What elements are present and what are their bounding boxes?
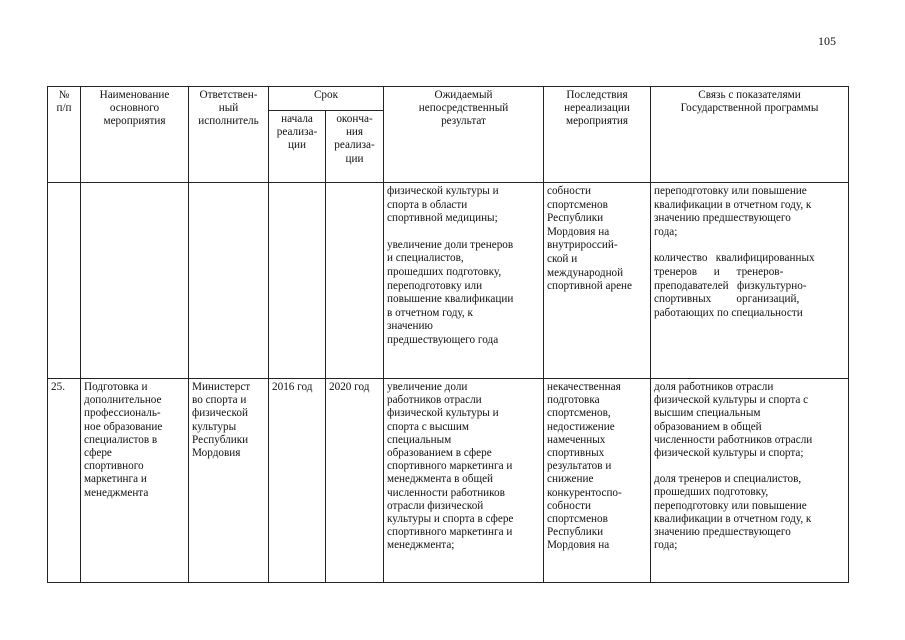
cell-num: 25. [48, 379, 81, 583]
cell-link: переподготовку или повышение квалификации в отчетном году, к значению предшествующего года; количество квалифицированных тренеров и тренеров- преподавателей физкультурно- спортивных организаций, работающих по специальности [651, 183, 849, 379]
cell-end: 2020 год [326, 379, 384, 583]
header-link: Связь с показателями Государственной программы [651, 87, 849, 183]
cell-num [48, 183, 81, 379]
cell-start [269, 183, 326, 379]
cell-responsible: Министерст во спорта и физической культуры Республики Мордовия [189, 379, 269, 583]
header-result: Ожидаемый непосредственный результат [384, 87, 544, 183]
table-row [48, 379, 849, 583]
cell-result: физической культуры и спорта в области спортивной медицины; увеличение доли тренеров и специалистов, прошедших подготовку, переподготовку или повышение квалификации в отчетном году, к значению предшествующего года [384, 183, 544, 379]
cell-end [326, 183, 384, 379]
header-name: Наименование основного мероприятия [81, 87, 189, 183]
cell-responsible [189, 183, 269, 379]
header-consequences: Последствия нереализации мероприятия [544, 87, 651, 183]
cell-name: Подготовка и дополнительное профессиональ- ное образование специалистов в сфере спортивного маркетинга и менеджмента [81, 379, 189, 583]
cell-result: увеличение доли работников отрасли физической культуры и спорта с высшим специальным образованием в сфере спортивного маркетинга и менеджмента в общей численности работников отрасли физической культуры и спорта в сфере спортивного маркетинга и менеджмента; [384, 379, 544, 583]
cell-consequences: некачественная подготовка спортсменов, недостижение намеченных спортивных результатов и снижение конкурентоспо- собности спортсменов Республики Мордовия на [544, 379, 651, 583]
page-number: 105 [818, 34, 836, 48]
cell-link: доля работников отрасли физической культуры и спорта с высшим специальным образованием в общей численности работников отрасли физической культуры и спорта; доля тренеров и специалистов, прошедших подготовку, переподготовку или повышение квалификации в отчетном году, к значению предшествующего года; [651, 379, 849, 583]
header-num: № п/п [48, 87, 81, 183]
header-term: Срок [269, 87, 384, 111]
cell-name [81, 183, 189, 379]
header-end: оконча- ния реализа- ции [326, 111, 384, 183]
activities-table [47, 86, 849, 583]
cell-consequences: собности спортсменов Республики Мордовия на внутрироссий- ской и международной спортивной арене [544, 183, 651, 379]
header-start: начала реализа- ции [269, 111, 326, 183]
cell-start: 2016 год [269, 379, 326, 583]
header-responsible: Ответствен- ный исполнитель [189, 87, 269, 183]
table-row [48, 183, 849, 379]
